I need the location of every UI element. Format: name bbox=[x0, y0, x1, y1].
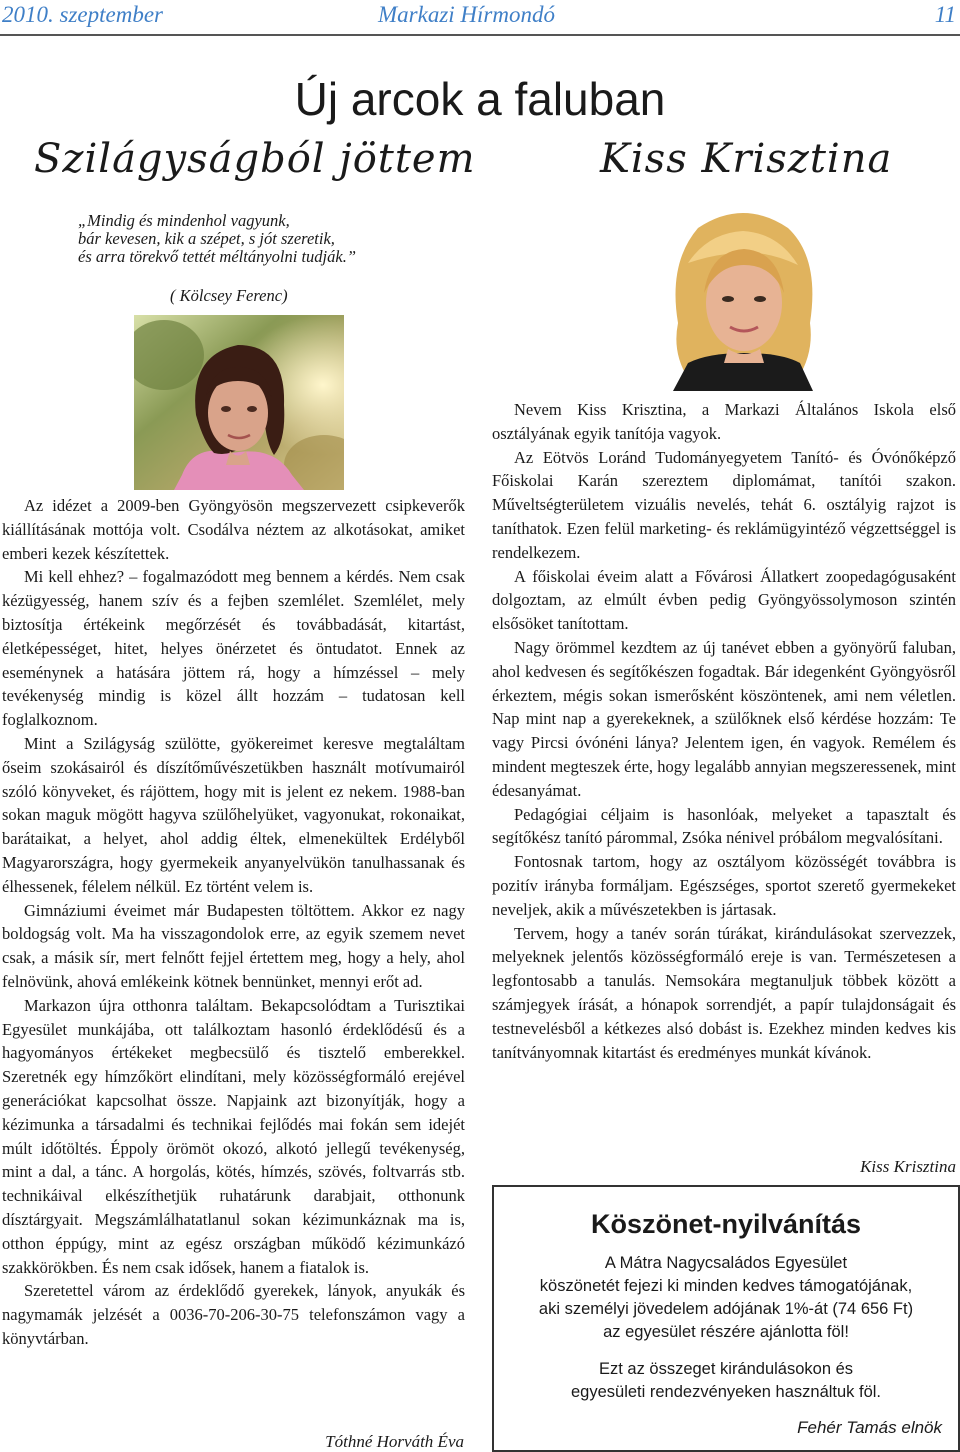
thanks-notice-text-2 bbox=[494, 1358, 958, 1404]
quote-line: és arra törekvő tettét méltányolni tudják.” bbox=[78, 247, 357, 266]
article-paragraph: A főiskolai éveim alatt a Fővárosi Állatkert zoopedagógusaként dolgoztam, az elmúlt évben pedig Gyöngyössolymoson szintén elsősöket tanítottam. bbox=[492, 566, 956, 634]
article-paragraph: Gimnáziumi éveimet már Budapesten töltöttem. Akkor ez nagy boldogság volt. Ma ha visszagondolok erre, az egyik szemem nevet csak, a másik sír, mert felnőtt fejjel értettem meg, hogy a hely, ahol felnövünk, ahová emlékeink kötnek bennünket, mennyi erőt ad. bbox=[2, 900, 465, 991]
epigraph-quote bbox=[78, 212, 378, 266]
thanks-line: egyesületi rendezvényeken használtuk föl. bbox=[570, 1383, 882, 1401]
article-paragraph: Pedagógiai céljaim is hasonlóak, melyeket a tapasztalt és segítőkész tanító párommal, Zsóka nénivel próbálom megvalósítani. bbox=[492, 804, 956, 848]
thanks-line: A Mátra Nagycsaládos Egyesület bbox=[604, 1254, 848, 1272]
article-paragraph: Szeretettel várom az érdeklődő gyerekek, lányok, anyukák és nagymamák jelzését a 0036-70-206-30-75 telefonszámon vagy a könyvtárban. bbox=[2, 1281, 465, 1348]
article-paragraph: Fontosnak tartom, hogy az osztályom közösségét továbbra is pozitív irányba formáljam. Egészséges, sportot szerető gyermekeket neveljek, akik a művészetekben is jártasak. bbox=[492, 852, 956, 919]
right-article-body bbox=[492, 398, 956, 1064]
thanks-notice-box bbox=[492, 1185, 960, 1452]
article-paragraph: Mint a Szilágyság szülötte, gyökereimet keresve megtaláltam őseim szokásairól és díszítőművészetükben használt motívumairól szóló könyveket, és rájöttem, hogy mit is jelent ez nekem. 1988-ban sokan maguk mögött hagyva szülőhelyüket, vagyonukat, rokonaikat, barátaikat, a helyet, ahol addig éltek, elmenekültek Erdélyből Magyarországra, hogy gyermekeik anyanyelvükön tanulhassanak és élhessenek, félelem nélkül. Ez történt velem is. bbox=[2, 733, 465, 896]
right-article-signature: Kiss Krisztina bbox=[860, 1157, 956, 1176]
header-divider bbox=[0, 34, 960, 36]
thanks-notice-signature: Fehér Tamás elnök bbox=[797, 1418, 942, 1437]
article-paragraph: Az Eötvös Loránd Tudományegyetem Tanító- és Óvónőképző Főiskolai Karán szereztem diplomámat, tanítói szakon. Műveltségterületem vizuális nevelés, tehát 6. osztályig rajzot is taníthatok. Ezen felül marketing- és reklámügyintéző végzettséggel is rendelkezem. bbox=[492, 447, 956, 562]
quote-line: „Mindig és mindenhol vagyunk, bbox=[78, 211, 290, 230]
left-portrait-photo bbox=[134, 315, 344, 490]
left-article-title: Szilágyságból jöttem bbox=[34, 136, 476, 182]
article-paragraph: Mi kell ehhez? – fogalmazódott meg bennem a kérdés. Nem csak kézügyesség, hanem szív és a fejben szemlélet. Szemlélet, mely biztosítja értékeink megőrzését és továbbadását, kitartást, életképességet, hitet, helyes önérzetet és öntudatot. Ennek az eseménynek a hatására jöttem rá, hogy a hímzéssel – mely tevékenység mindig is közel állt hozzám – tudatosan kell foglalkoznom. bbox=[2, 567, 465, 730]
right-article-title: Kiss Krisztina bbox=[600, 136, 893, 182]
portrait-image-left bbox=[134, 315, 344, 490]
page-header bbox=[0, 0, 960, 34]
portrait-image-right bbox=[648, 203, 838, 391]
quote-line: bár kevesen, kik a szépet, s jót szeretik, bbox=[78, 229, 335, 248]
thanks-notice-title: Köszönet-nyilvánítás bbox=[590, 1209, 862, 1239]
publication-name: Markazi Hírmondó bbox=[378, 2, 555, 27]
issue-date: 2010. szeptember bbox=[2, 2, 163, 27]
page-number: 11 bbox=[934, 2, 956, 27]
thanks-line: köszönetét fejezi ki minden kedves támogatójának, bbox=[539, 1277, 913, 1295]
article-paragraph: Nagy örömmel kezdtem az új tanévet ebben a gyönyörű faluban, ahol kedvesen és segítőkészen fogadtak. Bár idegenként Gyöngyösről érkeztem, mégis sokan ismerősként köszöntenek, ami nem véletlen. Nap mint nap a gyerekeknek, a szülőknek első kérdése hozzám: Te vagy Pircsi óvónéni lánya? Jelentem igen, én vagyok. Remélem és mindent megteszek érte, hogy legalább annyian megszeressenek, mint édesanyámat. bbox=[492, 637, 956, 800]
article-paragraph: Markazon újra otthonra találtam. Bekapcsolódtam a Turisztikai Egyesület munkájába, ott találkoztam hasonló érdeklődésű és a hagyományos értékeket megbecsülő és tisztelő emberekkel. Szeretnék egy hímzőkört elindítani, mely közösségformáló erejével generációkat kapcsolhat össze. Napjaink azt bizonyítják, hogy a kézimunka a társadalmi és technikai fejlődés mai fokán sem idejét múlt időtöltés. Éppoly örömöt okozó, alkotó jellegű tevékenység, mint a dal, a tánc. A horgolás, kötés, hímzés, szövés, foltvarrás stb. technikáival elkészíthetjük ruhatárunk darabjait, otthonunk dísztárgyait. Megszámlálhatatlanul sokan kézimunkáznak ma is, otthon éppúgy, mint az egész országban működő kézimunkázó szakkörökben. És nem csak idősek, hanem a fiatalok is. bbox=[2, 995, 465, 1277]
page-title: Új arcok a faluban bbox=[294, 73, 666, 125]
left-article-body bbox=[2, 494, 465, 1351]
quote-author: ( Kölcsey Ferenc) bbox=[170, 286, 288, 305]
article-paragraph: Nevem Kiss Krisztina, a Markazi Általános Iskola első osztályának egyik tanítója vagyok. bbox=[492, 400, 956, 443]
article-paragraph: Tervem, hogy a tanév során túrákat, kirándulásokat szervezzek, melyeknek jelentős közösségformáló ereje is van. Természetesen a legfontosabb a tanulás. Nemsokára megtanuljuk többek között a számjegyek írását, a hónapok sorrendjét, a papír tulajdonságait és testnevelésből a kétkezes alsó dobást is. Ezekhez minden kedves kis tanítványomnak kitartást és eredményes munkát kívánok. bbox=[492, 923, 956, 1062]
right-portrait-photo bbox=[648, 203, 838, 391]
left-article-signature: Tóthné Horváth Éva bbox=[325, 1432, 464, 1451]
article-paragraph: Az idézet a 2009-ben Gyöngyösön megszervezett csipkeverők kiállításának mottója volt. Csodálva néztem az alkotásokat, amiket emberi kezek készítettek. bbox=[2, 496, 465, 563]
thanks-line: Ezt az összeget kirándulásokon és bbox=[598, 1360, 854, 1378]
thanks-notice-text bbox=[494, 1252, 958, 1344]
thanks-line: az egyesület részére ajánlotta föl! bbox=[603, 1323, 849, 1341]
thanks-line: aki személyi jövedelem adójának 1%-át (74 656 Ft) bbox=[538, 1300, 914, 1318]
